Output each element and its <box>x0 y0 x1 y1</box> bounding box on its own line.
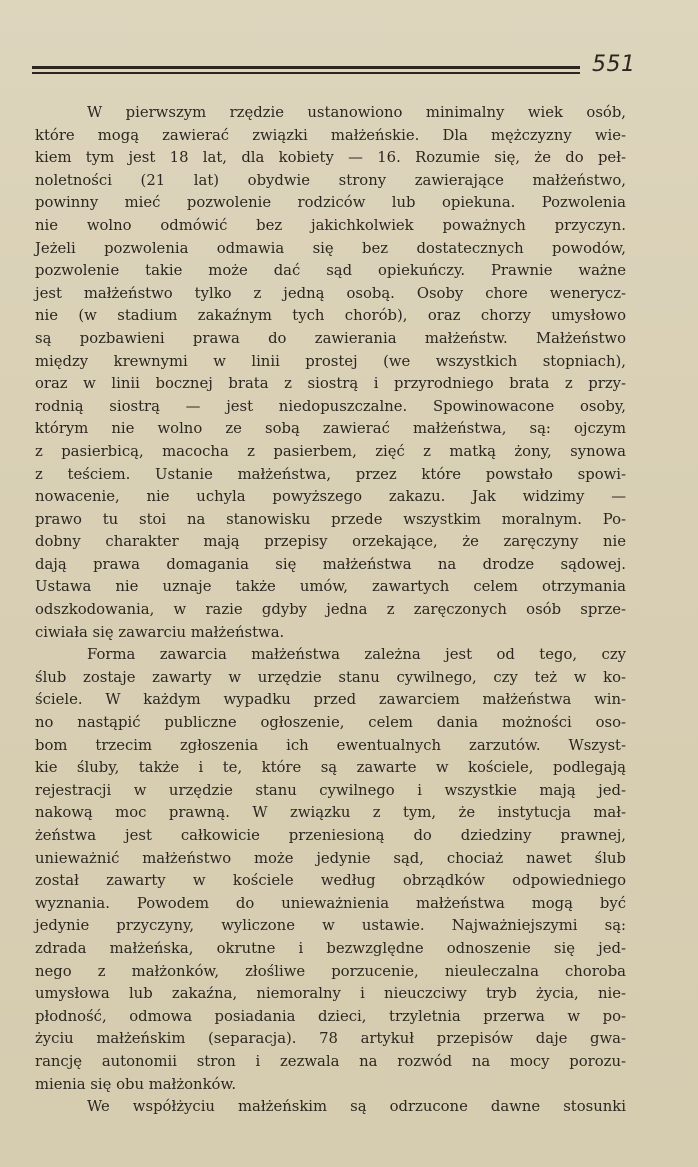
text-line: dobny charakter mają przepisy orzekające, że zaręczyny nie <box>35 533 626 551</box>
text-line: unieważnić małżeństwo może jedynie sąd, chociaż nawet ślub <box>35 849 626 867</box>
text-line: między krewnymi w linii prostej (we wszystkich stopniach), <box>35 352 626 370</box>
text-line: płodność, odmowa posiadania dzieci, trzyletnia przerwa w po- <box>35 1007 626 1025</box>
text-line: noletności (21 lat) obydwie strony zawierające małżeństwo, <box>35 171 626 189</box>
text-line: został zawarty w kościele według obrządków odpowiedniego <box>35 872 626 890</box>
header-rule-thin <box>32 72 580 74</box>
text-line: zdrada małżeńska, okrutne i bezwzględne odnoszenie się jed- <box>35 939 626 957</box>
text-line: rejestracji w urzędzie stanu cywilnego i wszystkie mają jed- <box>35 781 626 799</box>
text-line: ciwiała się zawarciu małżeństwa. <box>35 623 285 641</box>
text-line: nie (w stadium zakaźnym tych chorób), oraz chorzy umysłowo <box>35 307 626 325</box>
text-line: kiem tym jest 18 lat, dla kobiety — 16. Rozumie się, że do peł- <box>35 149 626 167</box>
text-line: umysłowa lub zakaźna, niemoralny i nieuczciwy tryb życia, nie- <box>35 985 626 1003</box>
text-line: ściele. W każdym wypadku przed zawarciem małżeństwa win- <box>35 691 626 709</box>
text-line: jedynie przyczyny, wyliczone w ustawie. Najważniejszymi są: <box>35 917 626 935</box>
text-line: żeństwa jest całkowicie przeniesioną do dziedziny prawnej, <box>35 827 626 844</box>
text-line: wyznania. Powodem do unieważnienia małżeństwa mogą być <box>35 894 626 912</box>
text-line: Forma zawarcia małżeństwa zależna jest od tego, czy <box>87 646 626 664</box>
text-line: kie śluby, także i te, które są zawarte w kościele, podlegają <box>35 759 626 777</box>
page-header <box>32 52 636 86</box>
text-line: ślub zostaje zawarty w urzędzie stanu cywilnego, czy też w ko- <box>35 668 626 686</box>
text-line: powinny mieć pozwolenie rodziców lub opiekuna. Pozwolenia <box>35 194 626 212</box>
text-line: nie wolno odmówić bez jakichkolwiek poważnych przyczyn. <box>35 216 626 234</box>
text-line: Ustawa nie uznaje także umów, zawartych celem otrzymania <box>35 578 626 596</box>
page-number: 551 <box>592 52 636 77</box>
text-line: nakową moc prawną. W związku z tym, że instytucja mał- <box>35 804 626 822</box>
text-line: prawo tu stoi na stanowisku przede wszystkim moralnym. Po- <box>35 510 626 528</box>
text-line: które mogą zawierać związki małżeńskie. Dla mężczyzny wie- <box>35 126 626 144</box>
text-line: Jeżeli pozwolenia odmawia się bez dostatecznych powodów, <box>35 239 626 257</box>
text-line: są pozbawieni prawa do zawierania małżeństw. Małżeństwo <box>35 329 626 347</box>
text-line: jest małżeństwo tylko z jedną osobą. Osoby chore wenerycz- <box>35 284 626 302</box>
body-text <box>35 102 626 1119</box>
text-line: pozwolenie takie może dać sąd opiekuńczy. Prawnie ważne <box>35 262 626 280</box>
text-line: dają prawa domagania się małżeństwa na drodze sądowej. <box>35 555 626 573</box>
text-line: z teściem. Ustanie małżeństwa, przez które powstało spowi- <box>35 465 626 483</box>
text-line: odszkodowania, w razie gdyby jedna z zaręczonych osób sprze- <box>35 601 626 619</box>
text-line: którym nie wolno ze sobą zawierać małżeństwa, są: ojczym <box>35 420 626 438</box>
text-line: mienia się obu małżonków. <box>35 1075 237 1093</box>
text-line: bom trzecim zgłoszenia ich ewentualnych zarzutów. Wszyst- <box>35 736 626 754</box>
text-line: W pierwszym rzędzie ustanowiono minimalny wiek osób, <box>87 104 626 121</box>
text-line: życiu małżeńskim (separacja). 78 artykuł przepisów daje gwa- <box>35 1030 626 1048</box>
text-line: nowacenie, nie uchyla powyższego zakazu. Jak widzimy — <box>35 488 626 506</box>
text-line: oraz w linii bocznej brata z siostrą i przyrodniego brata z przy- <box>35 375 626 393</box>
text-line: We współżyciu małżeńskim są odrzucone dawne stosunki <box>87 1098 626 1116</box>
text-line: rodnią siostrą — jest niedopuszczalne. Spowinowacone osoby, <box>35 397 626 415</box>
text-line: no nastąpić publiczne ogłoszenie, celem dania możności oso- <box>35 714 626 732</box>
text-line: nego z małżonków, złośliwe porzucenie, nieuleczalna choroba <box>35 962 626 980</box>
header-rule-thick <box>32 66 580 69</box>
text-line: rancję autonomii stron i zezwala na rozwód na mocy porozu- <box>35 1052 626 1070</box>
text-line: z pasierbicą, macocha z pasierbem, zięć z matką żony, synowa <box>35 442 626 460</box>
